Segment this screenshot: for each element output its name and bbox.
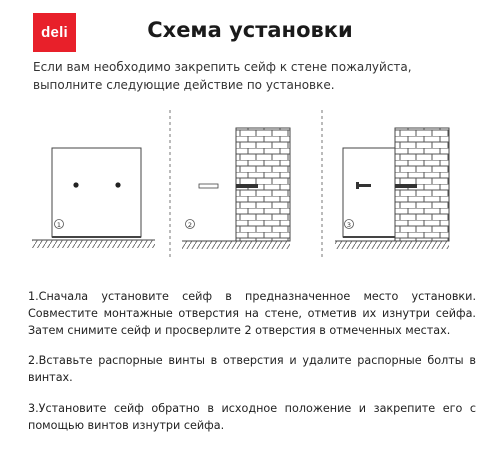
step-1-number: 1 — [56, 221, 62, 229]
instruction-step-1: 1.Сначала установите сейф в предназначенное место установки. Совместите монтажные отверстия на стене, отметив их изнутри сейфа. Затем снимите сейф и просверлите 2 отверстия в отмеченных местах. — [28, 290, 476, 337]
instruction-step-2: 2.Вставьте распорные винты в отверстия и удалите распорные болты в винтах. — [28, 354, 476, 384]
step-2-panel — [182, 128, 290, 249]
drilled-hole-2 — [236, 184, 258, 188]
mount-hole-left — [73, 182, 78, 187]
drilled-hole-3 — [395, 184, 417, 188]
step-3-number: 3 — [346, 221, 352, 229]
mount-screw — [358, 184, 371, 187]
logo-text: deli — [41, 24, 68, 41]
safe-front — [52, 148, 141, 237]
installation-diagram — [0, 100, 500, 270]
anchor-bolt — [199, 184, 218, 188]
mount-hole-right — [115, 182, 120, 187]
instruction-step-3: 3.Установите сейф обратно в исходное положение и закрепите его с помощью винтов изнутри сейфа. — [28, 402, 476, 432]
page-title: Схема установки — [147, 18, 353, 42]
step-2-number: 2 — [187, 221, 193, 229]
intro-text: Если вам необходимо закрепить сейф к стене пожалуйста, выполните следующие действие по установке. — [33, 60, 412, 92]
step-1-panel — [32, 148, 155, 248]
step-3-panel — [335, 128, 449, 249]
